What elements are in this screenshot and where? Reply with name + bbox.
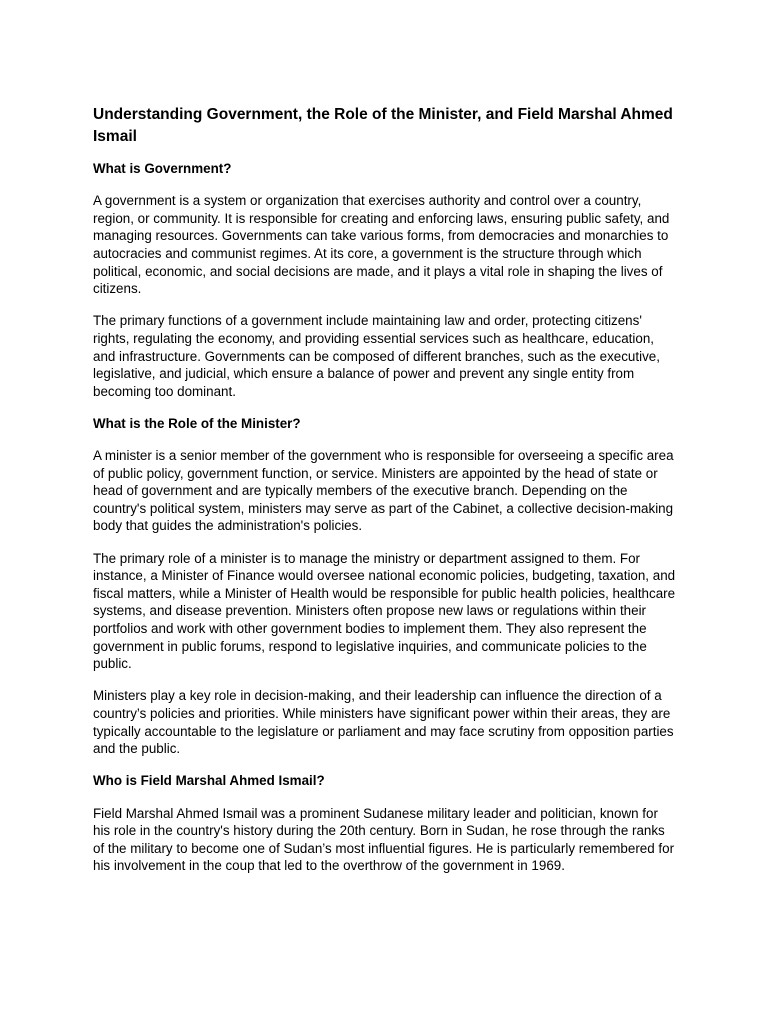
paragraph-ahmed-ismail-1: Field Marshal Ahmed Ismail was a prominent Sudanese military leader and politician, known for his role in the country's history during the 20th century. Born in Sudan, he rose through the ranks of the military to become one of Sudan’s most influential figures. He is particularly remembered for his involvement in the coup that led to the overthrow of the government in 1969. — [93, 805, 675, 874]
document-page — [93, 104, 678, 890]
section-heading-ahmed-ismail: Who is Field Marshal Ahmed Ismail? — [93, 773, 325, 789]
paragraph-minister-3: Ministers play a key role in decision-making, and their leadership can influence the direction of a country’s policies and priorities. While ministers have significant power within their areas, they are typically accountable to the legislature or parliament and may face scrutiny from opposition parties and the public. — [93, 688, 674, 757]
section-heading-government: What is Government? — [93, 161, 232, 176]
document-title: Understanding Government, the Role of the Minister, and Field Marshal Ahmed Ismail — [93, 106, 673, 145]
paragraph-minister-2: The primary role of a minister is to manage the ministry or department assigned to them. For instance, a Minister of Finance would oversee national economic policies, budgeting, taxation, and fiscal matters, while a Minister of Health would be responsible for public health policies, healthcare systems, and disease prevention. Ministers often propose new laws or regulations within their portfolios and work with other government bodies to implement them. They also represent the government in public forums, respond to legislative inquiries, and communicate policies to the public. — [93, 550, 676, 672]
paragraph-minister-1: A minister is a senior member of the government who is responsible for overseeing a specific area of public policy, government function, or service. Ministers are appointed by the head of state or head of government and are typically members of the executive branch. Depending on the country's political system, ministers may serve as part of the Cabinet, a collective decision-making body that guides the administration's policies. — [93, 448, 674, 534]
section-heading-minister: What is the Role of the Minister? — [93, 415, 301, 431]
paragraph-government-2: The primary functions of a government include maintaining law and order, protecting citizens' rights, regulating the economy, and providing essential services such as healthcare, education, and infrastructure. Governments can be composed of different branches, such as the executive, legislative, and judicial, which ensure a balance of power and prevent any single entity from becoming too dominant. — [93, 313, 660, 399]
paragraph-government-1: A government is a system or organization that exercises authority and control over a country, region, or community. It is responsible for creating and enforcing laws, ensuring public safety, and managing resources. Governments can take various forms, from democracies and monarchies to autocracies and communist regimes. At its core, a government is the structure through which political, economic, and social decisions are made, and it plays a vital role in shaping the lives of citizens. — [93, 193, 670, 297]
